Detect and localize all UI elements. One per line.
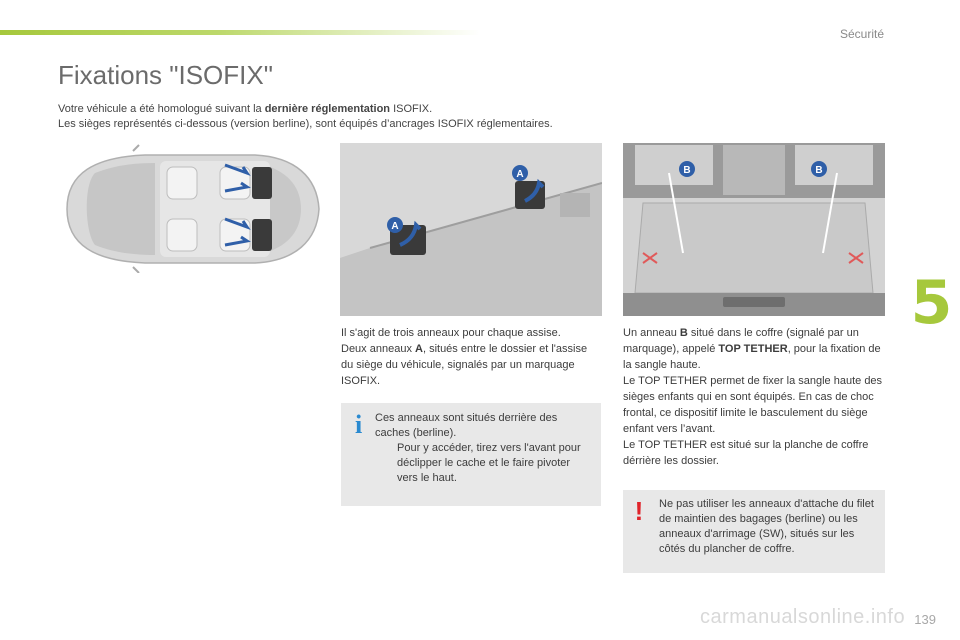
header-accent-bar bbox=[0, 30, 480, 35]
intro-paragraph: Votre véhicule a été homologué suivant la dernière réglementation ISOFIX. Les sièges représentés ci-dessous (version berline), sont équipés d’ancrages ISOFIX réglementaires. bbox=[58, 103, 553, 130]
warning-note-text: Ne pas utiliser les anneaux d'attache du filet de maintien des bagages (berline) ou les anneaux d'arrimage (SW), situés sur les côtés du plancher de coffre. bbox=[659, 498, 874, 555]
warning-icon: ! bbox=[634, 496, 644, 526]
isofix-seat-photo bbox=[340, 143, 602, 316]
top-tether-description: Un anneau B situé dans le coffre (signalé par un marquage), appelé TOP TETHER, pour la fixation de la sangle haute. Le TOP TETHER permet de fixer la sangle haute des sièges enfants qui en sont équipés. En cas de choc frontal, ce dispositif limite le basculement du siège enfant vers l’avant. Le TOP TETHER est situé sur la planche de coffre dérrière les dossier. bbox=[623, 327, 883, 467]
warning-note-box bbox=[623, 490, 885, 573]
info-icon: i bbox=[355, 410, 363, 439]
info-note-bullet: Pour y accéder, tirez vers l'avant pour déclipper le cache et le faire pivoter vers le haut. bbox=[397, 442, 581, 484]
watermark: carmanualsonline.info bbox=[700, 606, 906, 628]
trunk-label-b-1: B bbox=[683, 165, 691, 176]
seat-label-a-1: A bbox=[391, 221, 399, 232]
bullet-symbol bbox=[375, 441, 397, 486]
section-title: Sécurité bbox=[839, 27, 884, 41]
car-top-view-illustration bbox=[55, 143, 325, 273]
info-note-box bbox=[341, 403, 601, 506]
trunk-label-b-2: B bbox=[815, 165, 823, 176]
page-title: Fixations "ISOFIX" bbox=[58, 60, 273, 90]
chapter-number: 5 bbox=[910, 268, 953, 338]
page-number: 139 bbox=[914, 612, 936, 627]
info-note-text: Ces anneaux sont situés derrière des caches (berline). bbox=[375, 412, 558, 439]
seat-label-a-2: A bbox=[516, 169, 524, 180]
isofix-anchor-description: Il s'agit de trois anneaux pour chaque assise. Deux anneaux A, situés entre le dossier et l'assise du siège du véhicule, signalés par un marquage ISOFIX. bbox=[341, 327, 588, 387]
trunk-top-tether-photo bbox=[623, 143, 885, 316]
